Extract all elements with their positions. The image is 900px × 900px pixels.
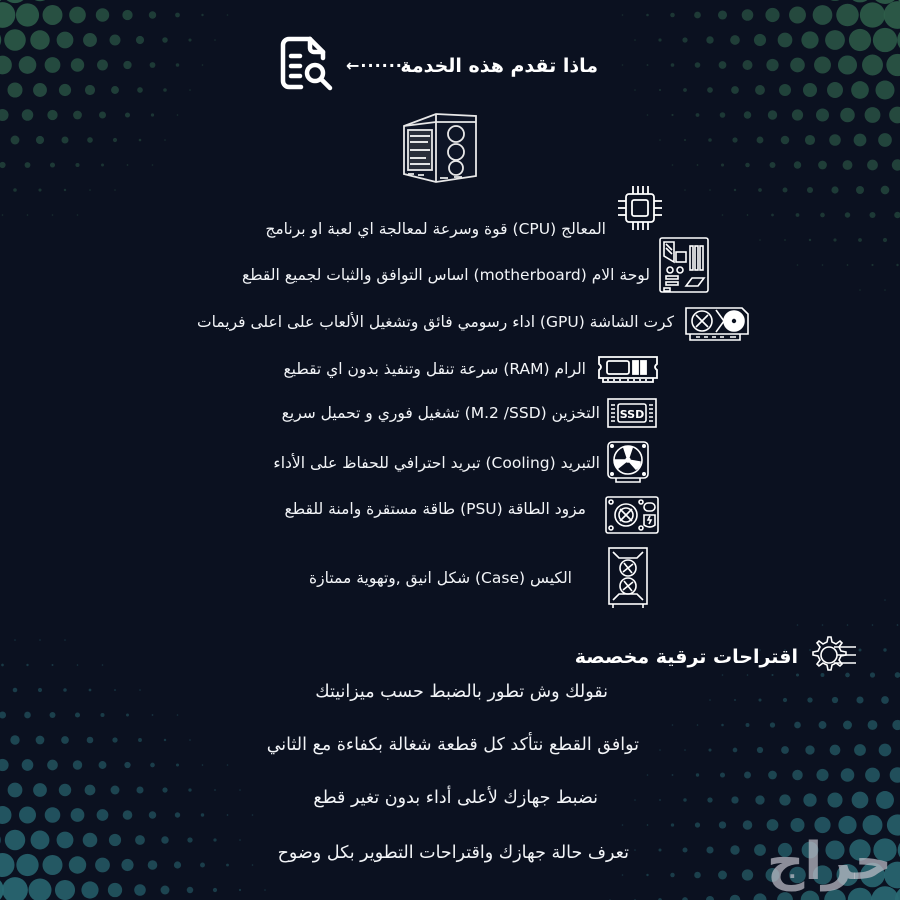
feature-case: الكيس (Case) شكل انيق ,وتهوية ممتازة (309, 569, 572, 587)
cooling-fan-icon (606, 440, 650, 486)
gpu-icon (684, 304, 750, 344)
gear-circuit-icon (806, 633, 860, 677)
feature-cooling: التبريد (Cooling) تبريد احترافي للحفاظ على الأداء (273, 454, 600, 472)
psu-icon (604, 495, 660, 535)
suggestions-title: اقتراحات ترقية مخصصة (574, 646, 798, 668)
suggestion-item: توافق القطع نتأكد كل قطعة شغالة بكفاءة مع الثاني (266, 735, 639, 755)
ram-icon (597, 354, 659, 386)
feature-cpu: المعالج (CPU) قوة وسرعة لمعالجة اي لعبة او برنامج (265, 220, 606, 238)
svg-text:SSD: SSD (619, 408, 645, 421)
motherboard-icon (658, 236, 710, 294)
cpu-icon (614, 182, 666, 234)
feature-motherboard: لوحة الام (motherboard) اساس التوافق والثبات لجميع القطع (241, 266, 650, 284)
header-arrow-icon: ←······· (346, 56, 410, 75)
document-search-icon (280, 36, 334, 92)
feature-gpu: كرت الشاشة (GPU) اداء رسومي فائق وتشغيل الألعاب على اعلى فريمات (197, 313, 674, 331)
suggestion-item: نضبط جهازك لأعلى أداء بدون تغير قطع (313, 788, 598, 808)
feature-ram: الرام (RAM) سرعة تنقل وتنفيذ بدون اي تقطيع (283, 360, 586, 378)
haraj-watermark-logo: حراج (766, 832, 892, 892)
suggestion-item: تعرف حالة جهازك واقتراحات التطوير بكل وضوح (277, 843, 629, 863)
case-icon (607, 546, 649, 610)
feature-psu: مزود الطاقة (PSU) طاقة مستقرة وامنة للقطع (284, 500, 586, 518)
pc-case-illustration (400, 108, 480, 184)
feature-ssd: التخزين (M.2 /SSD) تشغيل فوري و تحميل سريع (281, 404, 600, 422)
ssd-icon (606, 397, 658, 429)
suggestion-item: نقولك وش تطور بالضبط حسب ميزانيتك (315, 682, 608, 702)
page-title: ماذا تقدم هذه الخدمة (400, 55, 598, 77)
